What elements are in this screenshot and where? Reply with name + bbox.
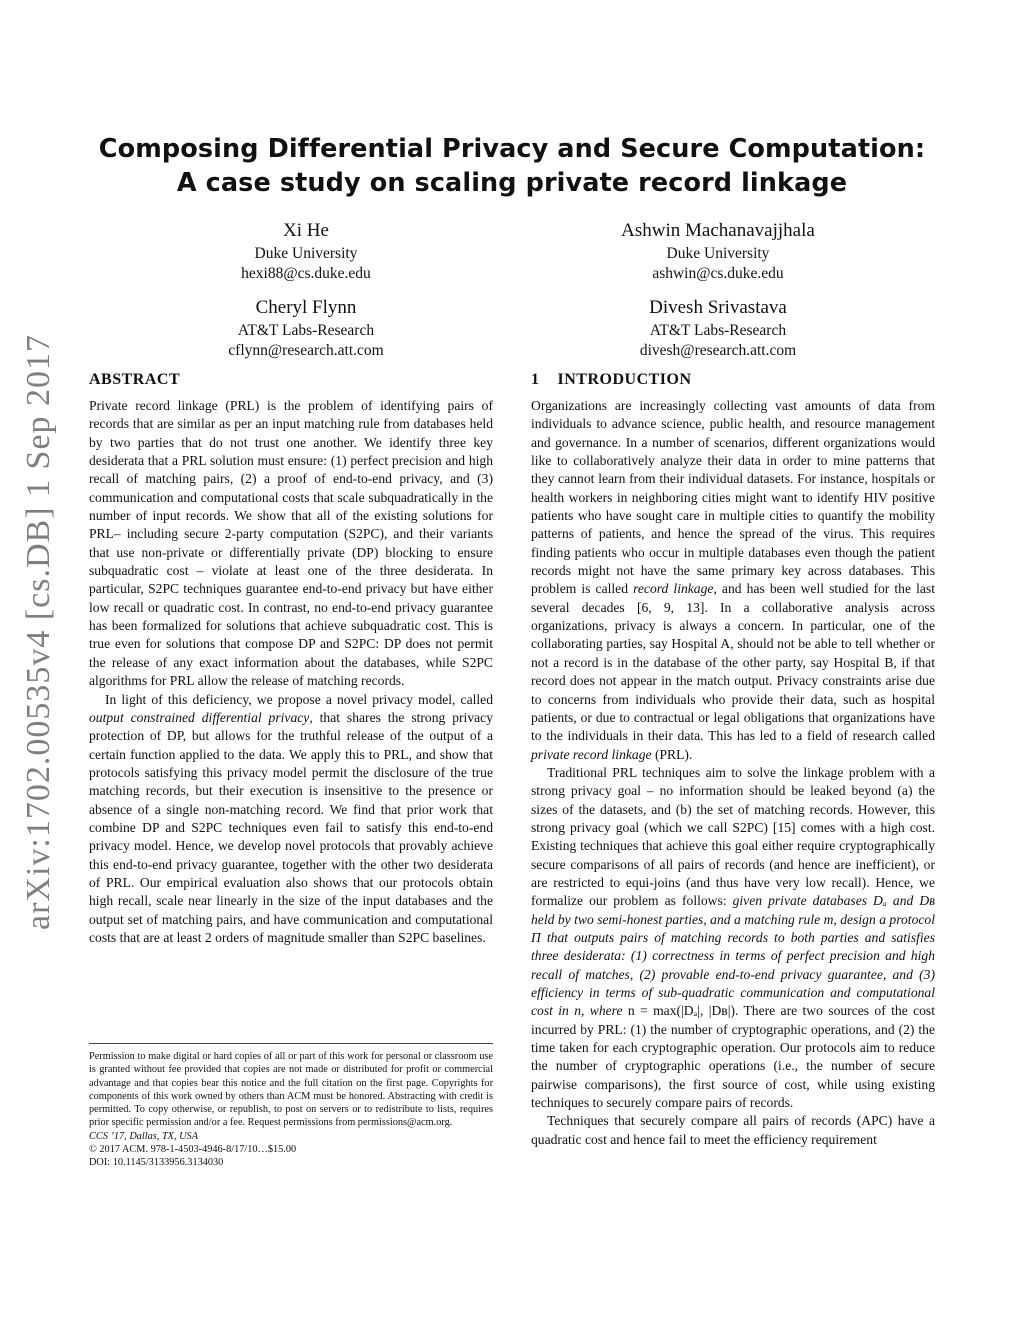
author-block — [568, 295, 868, 361]
permission-footnote — [89, 1043, 493, 1170]
emphasis: private record linkage — [531, 746, 652, 762]
author-name: Cheryl Flynn — [255, 297, 357, 318]
left-column — [89, 368, 493, 947]
author-email: divesh@research.att.com — [639, 342, 797, 359]
formula: n = max(|Dₐ|, |Dʙ|) — [627, 1003, 735, 1019]
copyright-text: © 2017 ACM. 978-1-4503-4946-8/17/10…$15.00 — [89, 1144, 297, 1156]
author-affiliation: Duke University — [666, 245, 770, 262]
author-block — [156, 295, 456, 361]
problem-statement: given private databases Dₐ and Dʙ held by two semi-honest parties, and a matching rule m, design a protocol Π that outputs pairs of matching records to both parties and satisfies three desiderata: (1) correctness in terms of perfect precision and high recall of matches, (2) provable end-to-end privacy guarantee, and (3) efficiency in terms of sub-quadratic communication and computational cost in n, where — [531, 893, 935, 1019]
title-line-1: Composing Differential Privacy and Secure Computation: — [98, 134, 926, 164]
author-email: ashwin@cs.duke.edu — [652, 265, 784, 282]
author-email: hexi88@cs.duke.edu — [241, 265, 371, 282]
author-name: Ashwin Machanavajjhala — [621, 220, 815, 241]
abstract-heading: ABSTRACT — [89, 371, 181, 388]
author-block — [568, 218, 868, 284]
emphasis: output constrained differential privacy — [89, 709, 310, 725]
permission-text: Permission to make digital or hard copies of all or part of this work for personal or classroom use is granted without fee provided that copies are not made or distributed for profit or commercial advantage and that copies bear this notice and the full citation on the first page. Copyrights for components of this work owned by others than ACM must be honored. Abstracting with credit is permitted. To copy otherwise, or republish, to post on servers or to redistribute to lists, requires prior specific permission and/or a fee. Request permissions from permissions@acm.org. — [89, 1051, 493, 1129]
arxiv-stamp: arXiv:1702.00535v4 [cs.DB] 1 Sep 2017 — [20, 333, 57, 930]
author-name: Xi He — [283, 220, 329, 241]
emphasis: record linkage — [633, 581, 714, 597]
intro-paragraph: Techniques that securely compare all pairs of records (APC) have a quadratic cost and hence fail to meet the efficiency requirement — [531, 1113, 935, 1147]
doi-text: DOI: 10.1145/3133956.3134030 — [89, 1157, 224, 1169]
intro-paragraph: Organizations are increasingly collecting vast amounts of data from individuals to advance science, public health, and resource management and governance. In a number of scenarios, different organizations would like to collaboratively analyze their data in order to mine patterns that they cannot learn from their individual datasets. For instance, hospitals or health workers in neighboring cities might want to identify HIV positive patients who have sought care in multiple cities to quantify the mobility patterns of patients, and hence the spread of the virus. This requires finding patients who occur in multiple databases even though the patient records might not have the same primary key across databases. This problem is called record linkage, and has been well studied for the last several decades [6, 9, 13]. In a collaborative analysis across organizations, privacy is always a concern. In particular, one of the collaborating parties, say Hospital A, should not be able to tell whether or not a record is in the database of the other party, say Hospital B, if that record does not appear in the match output. Privacy constraints arise due to concerns from individuals who provide their data, such as hospital patients, or due to contractual or legal obligations that organizations have to the individuals in their data. This has led to a field of research called private record linkage (PRL). — [531, 398, 935, 762]
author-block — [156, 218, 456, 284]
right-column — [531, 368, 935, 1149]
title-line-2: A case study on scaling private record linkage — [176, 168, 848, 198]
section-number: 1 — [531, 371, 540, 388]
paper-title — [0, 132, 1024, 200]
author-affiliation: Duke University — [254, 245, 358, 262]
venue-text: CCS ’17, Dallas, TX, USA — [89, 1130, 198, 1142]
section-title: INTRODUCTION — [557, 371, 692, 388]
intro-paragraph: Traditional PRL techniques aim to solve the linkage problem with a strong privacy goal – no information should be leaked beyond (a) the sizes of the datasets, and (b) the set of matching records. However, this strong privacy goal (which we call S2PC) [15] comes with a high cost. Existing techniques that achieve this goal either require cryptographically secure comparisons of all pairs of records (and hence are inefficient), or are restricted to equi-joins (and thus have very low recall). Hence, we formalize our problem as follows: given private databases Dₐ and Dʙ held by two semi-honest parties, and a matching rule m, design a protocol Π that outputs pairs of matching records to both parties and satisfies three desiderata: (1) correctness in terms of perfect precision and high recall of matches, (2) provable end-to-end privacy guarantee, and (3) efficiency in terms of sub-quadratic communication and computational cost in n, where n = max(|Dₐ|, |Dʙ|). There are two sources of the cost incurred by PRL: (1) the number of cryptographic operations, and (2) the time taken for each cryptographic operation. Our protocols aim to reduce the number of cryptographic operations (i.e., the number of secure pairwise comparisons), the first source of cost, while using existing techniques to securely compare pairs of records. — [531, 764, 935, 1111]
author-affiliation: AT&T Labs-Research — [237, 322, 375, 339]
introduction-heading — [531, 368, 935, 392]
author-name: Divesh Srivastava — [649, 297, 787, 318]
abstract-paragraph: Private record linkage (PRL) is the problem of identifying pairs of records that are similar as per an input matching rule from databases held by two parties that do not trust one another. We identify three key desiderata that a PRL solution must ensure: (1) perfect precision and high recall of matching pairs, (2) a proof of end-to-end privacy, and (3) communication and computational costs that scale subquadratically in the number of input records. We show that all of the existing solutions for PRL– including secure 2-party computation (S2PC), and their variants that use non-private or differentially private (DP) blocking to ensure subquadratic cost – violate at least one of the three desiderata. In particular, S2PC techniques guarantee end-to-end privacy but have either low recall or quadratic cost. In contrast, no end-to-end privacy guarantee has been formalized for solutions that achieve subquadratic cost. This is true even for solutions that compose DP and S2PC: DP does not permit the release of any exact information about the databases, while S2PC algorithms for PRL allow the release of matching records. — [89, 398, 493, 689]
abstract-paragraph: In light of this deficiency, we propose a novel privacy model, called output constrained differential privacy, that shares the strong privacy protection of DP, but allows for the truthful release of the output of a certain function applied to the data. We apply this to PRL, and show that protocols satisfying this privacy model permit the disclosure of the true matching records, but their execution is insensitive to the presence or absence of a single non-matching record. We find that prior work that combine DP and S2PC techniques even fail to satisfy this end-to-end privacy model. Hence, we develop novel protocols that provably achieve this end-to-end privacy guarantee, together with the other two desiderata of PRL. Our empirical evaluation also shows that our protocols obtain high recall, scale near linearly in the size of the input databases and the output set of matching pairs, and have communication and computational costs that are at least 2 orders of magnitude smaller than S2PC baselines. — [89, 691, 493, 945]
author-affiliation: AT&T Labs-Research — [649, 322, 787, 339]
author-email: cflynn@research.att.com — [228, 342, 384, 359]
